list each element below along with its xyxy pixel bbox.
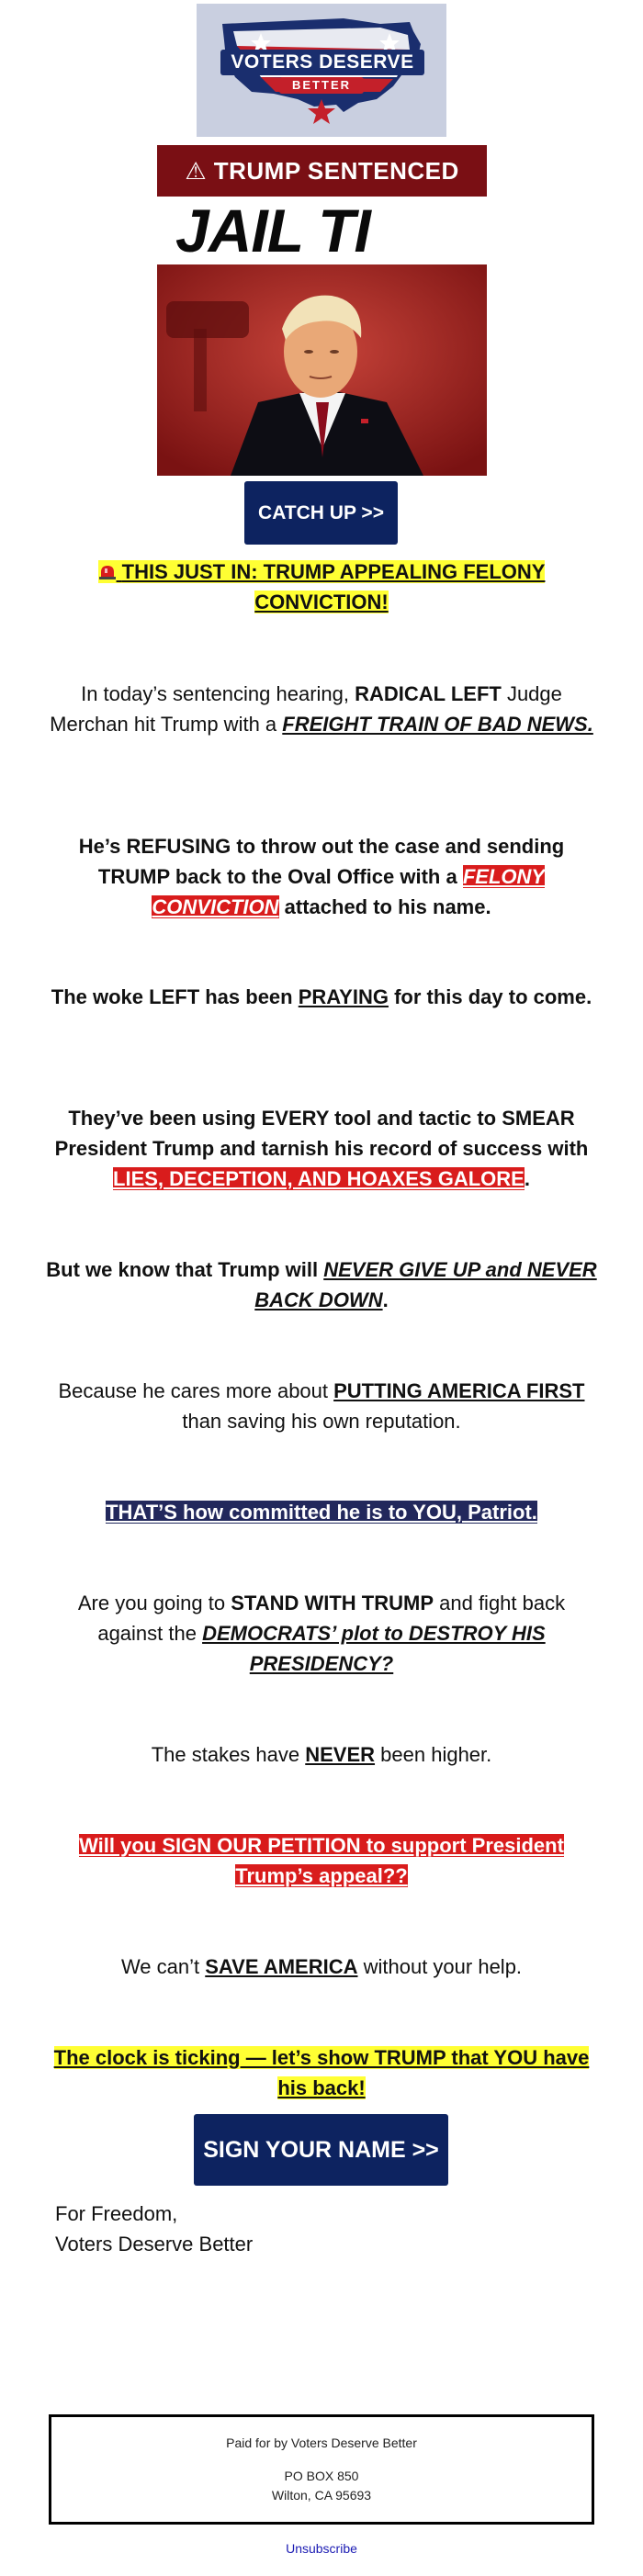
p1-radical-left: RADICAL LEFT: [355, 682, 502, 705]
hero-headline-cut: [432, 197, 487, 264]
p4-lies-link[interactable]: LIES, DECEPTION, AND HOAXES GALORE: [113, 1167, 525, 1190]
p3-text-2: for this day to come.: [388, 985, 592, 1008]
p2-text: He’s REFUSING to throw out the case and sending TRUMP back to the Oval Office with a: [78, 835, 565, 888]
paragraph-8: [46, 1588, 597, 1679]
p9-text-2: been higher.: [375, 1743, 492, 1766]
p6-america-first-link[interactable]: PUTTING AMERICA FIRST: [333, 1379, 585, 1402]
unsubscribe-link[interactable]: Unsubscribe: [286, 2541, 357, 2556]
logo: [197, 4, 446, 137]
p8-text: Are you going to: [77, 1592, 231, 1614]
p8-text-2: and fight back against the: [97, 1592, 566, 1645]
p8-stand-with-trump: STAND WITH TRUMP: [231, 1592, 434, 1614]
hero-photo: [157, 264, 487, 476]
p11-text: We can’t: [120, 1955, 206, 1978]
city-text: Wilton, CA 95693: [271, 2488, 372, 2503]
p2-text-2: attached to his name.: [278, 895, 491, 918]
p10-petition-link[interactable]: Will you SIGN OUR PETITION to support President Trump’s appeal??: [79, 1834, 564, 1887]
p11-text-2: without your help.: [357, 1955, 523, 1978]
siren-icon: [98, 557, 117, 572]
paragraph-2: [46, 831, 597, 922]
hero-image[interactable]: [157, 145, 487, 476]
paragraph-7: [46, 1497, 597, 1527]
p1-freight-train-link[interactable]: FREIGHT TRAIN OF BAD NEWS.: [282, 713, 593, 736]
p1-text-2: Judge Merchan hit Trump with a: [50, 682, 562, 736]
signoff-line2: Voters Deserve Better: [55, 2233, 254, 2255]
alert-paragraph: [46, 557, 597, 617]
p6-text-2: than saving his own reputation.: [182, 1410, 461, 1433]
hero-headline: JAIL TI: [175, 197, 370, 264]
catch-up-button[interactable]: CATCH UP >>: [244, 481, 398, 545]
p3-text: The woke LEFT has been: [51, 985, 299, 1008]
paragraph-11: [46, 1952, 597, 1982]
hero-headline-band: [157, 197, 487, 264]
p7-committed-link[interactable]: THAT’S how committed he is to YOU, Patriot.: [106, 1501, 537, 1524]
sign-your-name-button[interactable]: SIGN YOUR NAME >>: [194, 2114, 448, 2186]
logo-line1: VOTERS DESERVE: [231, 51, 414, 73]
paragraph-9: [46, 1739, 597, 1770]
p9-text: The stakes have: [151, 1743, 306, 1766]
p6-text: Because he cares more about: [58, 1379, 334, 1402]
alert-text: THIS JUST IN: TRUMP APPEALING FELONY CONVICTION!: [121, 560, 546, 613]
paragraph-10: [46, 1830, 597, 1891]
p5-never-give-up-link[interactable]: NEVER GIVE UP and NEVER BACK DOWN: [254, 1258, 597, 1311]
p4-text: They’ve been using EVERY tool and tactic to SMEAR President Trump and tarnish his record of success with: [54, 1107, 589, 1160]
signoff: [55, 2199, 253, 2259]
alert-text-wrap[interactable]: [98, 560, 546, 613]
p12-clock-ticking-link[interactable]: The clock is ticking — let’s show TRUMP that YOU have his back!: [53, 2046, 590, 2099]
p11-save-america-link[interactable]: SAVE AMERICA: [205, 1955, 358, 1978]
po-box-text: PO BOX 850: [284, 2469, 359, 2483]
paragraph-1: [46, 679, 597, 739]
p1-text: In today’s sentencing hearing,: [81, 682, 355, 705]
paragraph-12: [46, 2042, 597, 2103]
hero-banner: ⚠ TRUMP SENTENCED: [157, 145, 487, 197]
paid-for-text: Paid for by Voters Deserve Better: [226, 2435, 417, 2450]
p5-text-2: .: [382, 1288, 389, 1311]
p8-democrats-plot-link[interactable]: DEMOCRATS’ plot to DESTROY HIS PRESIDENCY?: [202, 1622, 546, 1675]
paragraph-5: [46, 1254, 597, 1315]
p2-felony-conviction-link[interactable]: FELONY CONVICTION: [152, 865, 546, 918]
p5-text: But we know that Trump will: [46, 1258, 324, 1281]
paragraph-6: [46, 1376, 597, 1436]
p9-never-link[interactable]: NEVER: [305, 1743, 376, 1766]
signoff-line1: For Freedom,: [55, 2202, 178, 2225]
disclaimer-box: [49, 2414, 594, 2525]
paragraph-4: [46, 1103, 597, 1194]
p3-praying-link[interactable]: PRAYING: [298, 985, 389, 1008]
paragraph-3: [46, 982, 597, 1012]
logo-line2: BETTER: [292, 78, 351, 92]
p4-text-2: .: [524, 1167, 530, 1190]
